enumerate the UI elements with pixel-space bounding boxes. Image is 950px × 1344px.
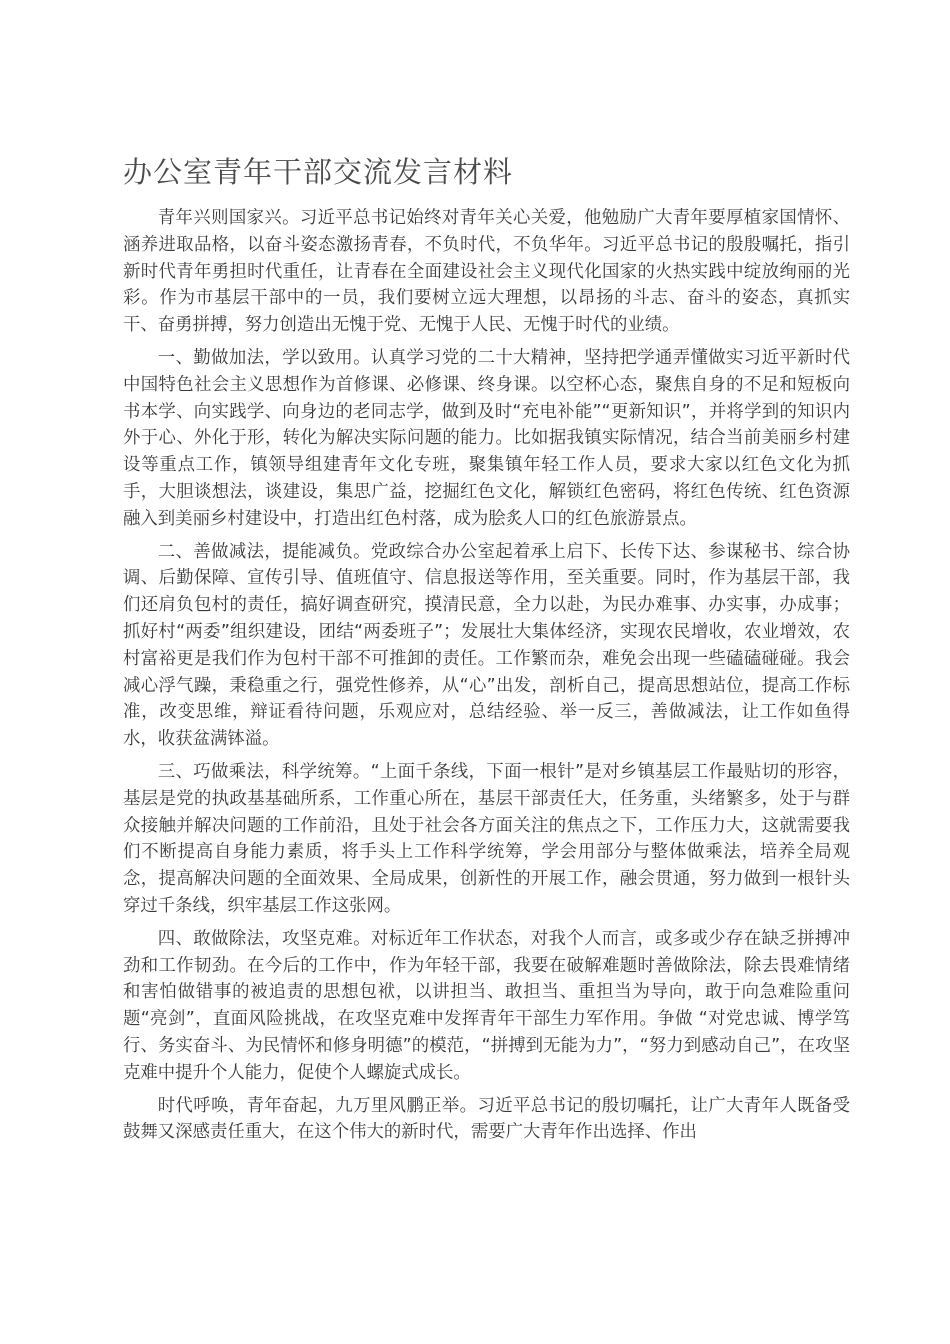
document-title: 办公室青年干部交流发言材料 (123, 155, 514, 189)
paragraph-division: 四、敢做除法，攻坚克难。对标近年工作状态，对我个人而言，或多或少存在缺乏拼搏冲劲和工作韧劲。在今后的工作中，作为年轻干部，我要在破解难题时善做除法，除去畏难情绪和害怕做错事的被追责的思想包袱，以讲担当、敢担当、重担当为导向，敢于向急难险重问题“亮剑”，直面风险挑战，在攻坚克难中发挥青年干部生力军作用。争做 “对党忠诚、博学笃行、务实奋斗、为民情怀和修身明德”的模范，“拼搏到无能为力”，“努力到感动自己”，在攻坚克难中提升个人能力，促使个人螺旋式成长。 (123, 928, 850, 1083)
document-body (123, 205, 850, 1152)
paragraph-addition: 一、勤做加法，学以致用。认真学习党的二十大精神，坚持把学通弄懂做实习近平新时代中国特色社会主义思想作为首修课、必修课、终身课。以空杯心态，聚焦自身的不足和短板向书本学、向实践学、向身边的老同志学，做到及时“充电补能”“更新知识”，并将学到的知识内外于心、外化于形，转化为解决实际问题的能力。比如据我镇实际情况，结合当前美丽乡村建设等重点工作，镇领导组建青年文化专班，聚集镇年轻工作人员，要求大家以红色文化为抓手，大胆谈想法，谈建设，集思广益，挖掘红色文化，解锁红色密码，将红色传统、红色资源融入到美丽乡村建设中，打造出红色村落，成为脍炙人口的红色旅游景点。 (123, 347, 850, 529)
paragraph-subtraction: 二、善做减法，提能减负。党政综合办公室起着承上启下、长传下达、参谋秘书、综合协调、后勤保障、宣传引导、值班值守、信息报送等作用，至关重要。同时，作为基层干部，我们还肩负包村的责任，搞好调查研究，摸清民意，全力以赴，为民办难事、办实事，办成事；抓好村“两委”组织建设，团结“两委班子”；发展壮大集体经济，实现农民增收，农业增效，农村富裕更是我们作为包村干部不可推卸的责任。工作繁而杂，难免会出现一些磕磕碰碰。我会减心浮气躁，秉稳重之行，强党性修养，从“心”出发，剖析自己，提高思想站位，提高工作标准，改变思维，辩证看待问题，乐观应对，总结经验、举一反三，善做减法，让工作如鱼得水，收获盆满钵溢。 (123, 541, 850, 750)
paragraph-intro: 青年兴则国家兴。习近平总书记始终对青年关心关爱，他勉励广大青年要厚植家国情怀、涵养进取品格，以奋斗姿态激扬青春，不负时代，不负华年。习近平总书记的殷殷嘱托，指引新时代青年勇担时代重任，让青春在全面建设社会主义现代化国家的火热实践中绽放绚丽的光彩。作为市基层干部中的一员，我们要树立远大理想，以昂扬的斗志、奋斗的姿态，真抓实干、奋勇拼搏，努力创造出无愧于党、无愧于人民、无愧于时代的业绩。 (123, 208, 850, 336)
paragraph-closing: 时代呼唤，青年奋起，九万里风鹏正举。习近平总书记的殷切嘱托，让广大青年人既备受鼓舞又深感责任重大，在这个伟大的新时代，需要广大青年作出选择、作出 (123, 1095, 850, 1143)
paragraph-multiplication: 三、巧做乘法，科学统筹。“上面千条线，下面一根针”是对乡镇基层工作最贴切的形容，基层是党的执政基基础所系，工作重心所在，基层干部责任大，任务重，头绪繁多，处于与群众接触并解决问题的工作前沿，且处于社会各方面关注的焦点之下，工作压力大，这就需要我们不断提高自身能力素质，将手头上工作科学统筹，学会用部分与整体做乘法，培养全局观念，提高解决问题的全面效果、全局成果，创新性的开展工作，融会贯通，努力做到一根针头穿过千条线，织牢基层工作这张网。 (123, 761, 850, 916)
